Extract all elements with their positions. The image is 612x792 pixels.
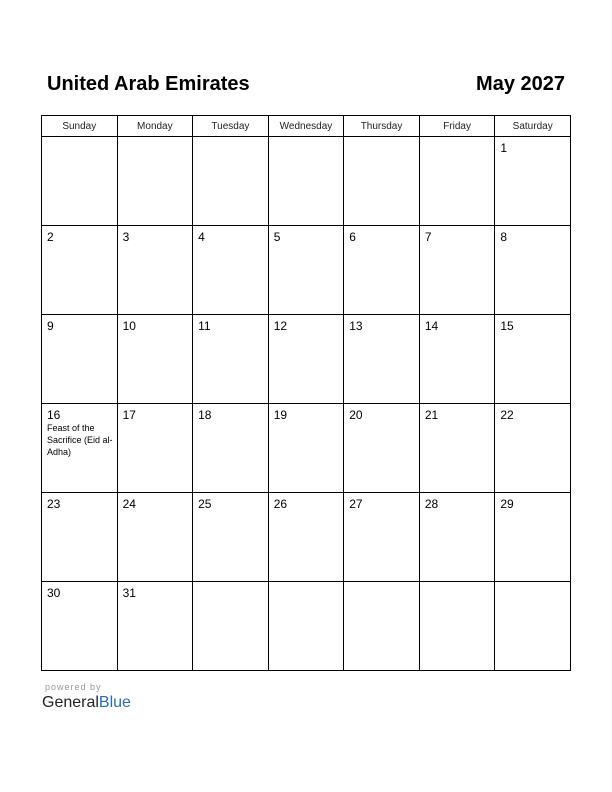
day-number: 13 [349, 319, 363, 333]
day-cell [117, 404, 193, 493]
day-cell [117, 582, 193, 671]
day-number: 1 [500, 141, 508, 155]
calendar-grid [41, 115, 571, 671]
day-cell [495, 582, 571, 671]
day-cell [344, 137, 420, 226]
day-cell [344, 315, 420, 404]
day-number: 19 [273, 408, 288, 422]
day-cell [117, 493, 193, 582]
generalblue-logo[interactable] [42, 694, 131, 712]
weekday-header: Wednesday [268, 116, 344, 137]
day-number: 18 [198, 408, 212, 422]
weekday-header: Thursday [344, 116, 420, 137]
day-cell [419, 404, 495, 493]
week-row [42, 493, 571, 582]
day-number [193, 137, 268, 141]
day-number [118, 137, 193, 141]
day-cell [193, 404, 269, 493]
day-cell [42, 404, 118, 493]
day-number: 27 [349, 497, 363, 511]
day-cell [268, 404, 344, 493]
day-number: 29 [500, 497, 514, 511]
day-cell [419, 493, 495, 582]
weekday-header: Saturday [495, 116, 571, 137]
day-number: 10 [122, 319, 136, 333]
day-number: 15 [500, 319, 514, 333]
day-number: 9 [47, 319, 54, 333]
day-number [344, 137, 419, 141]
day-number [269, 137, 344, 141]
day-cell [344, 226, 420, 315]
day-number: 6 [349, 230, 356, 244]
weekday-header: Tuesday [193, 116, 269, 137]
day-cell [495, 315, 571, 404]
day-cell [268, 226, 344, 315]
day-cell [419, 582, 495, 671]
day-number: 25 [198, 497, 212, 511]
day-number: 24 [122, 497, 136, 511]
day-cell [193, 137, 269, 226]
day-cell [117, 137, 193, 226]
day-cell [193, 493, 269, 582]
day-cell [268, 493, 344, 582]
weekday-header: Friday [419, 116, 495, 137]
day-number: 14 [424, 319, 439, 333]
day-number: 26 [273, 497, 288, 511]
powered-by-text: powered by [45, 682, 102, 692]
day-number: 7 [424, 230, 432, 244]
week-row [42, 315, 571, 404]
day-cell [268, 582, 344, 671]
day-cell [193, 226, 269, 315]
day-cell [495, 493, 571, 582]
day-number: 23 [47, 497, 61, 511]
day-cell [268, 137, 344, 226]
day-cell [42, 226, 118, 315]
logo-blue-text: Blue [98, 694, 131, 711]
day-cell [117, 315, 193, 404]
day-number: 11 [198, 319, 211, 333]
day-cell [193, 315, 269, 404]
day-cell [419, 315, 495, 404]
day-number: 28 [424, 497, 439, 511]
day-cell [42, 493, 118, 582]
day-cell [42, 315, 118, 404]
calendar-title: United Arab Emirates [47, 73, 250, 95]
weekday-header: Sunday [42, 116, 118, 137]
day-number: 21 [424, 408, 439, 422]
day-cell [268, 315, 344, 404]
day-number: 2 [47, 230, 54, 244]
day-number [420, 582, 495, 586]
holiday-label: Feast of the Sacrifice (Eid al-Adha) [47, 423, 113, 457]
day-cell [419, 226, 495, 315]
day-number: 5 [273, 230, 281, 244]
day-cell [344, 493, 420, 582]
day-number: 12 [273, 319, 288, 333]
day-number: 4 [198, 230, 205, 244]
week-row [42, 226, 571, 315]
day-number [269, 582, 344, 586]
day-number [420, 137, 495, 141]
day-cell [193, 582, 269, 671]
day-number: 30 [47, 586, 61, 600]
day-cell [42, 137, 118, 226]
week-row [42, 404, 571, 493]
day-cell [42, 582, 118, 671]
weekday-header: Monday [117, 116, 193, 137]
day-cell [344, 582, 420, 671]
day-cell [495, 404, 571, 493]
day-number: 17 [122, 408, 136, 422]
day-number: 31 [122, 586, 136, 600]
day-number [193, 582, 268, 586]
month-year-title: May 2027 [476, 73, 565, 95]
day-cell [419, 137, 495, 226]
week-row [42, 582, 571, 671]
day-number [42, 137, 117, 141]
day-number: 8 [500, 230, 508, 244]
week-row [42, 137, 571, 226]
logo-general-text: General [42, 694, 99, 711]
day-number: 20 [349, 408, 363, 422]
day-cell [495, 137, 571, 226]
day-number [495, 582, 570, 586]
day-cell [495, 226, 571, 315]
day-cell [117, 226, 193, 315]
day-number: 22 [500, 408, 514, 422]
day-number: 16 [47, 408, 61, 422]
day-number [344, 582, 419, 586]
day-number: 3 [122, 230, 130, 244]
day-cell [344, 404, 420, 493]
weekday-header-row [42, 116, 571, 137]
